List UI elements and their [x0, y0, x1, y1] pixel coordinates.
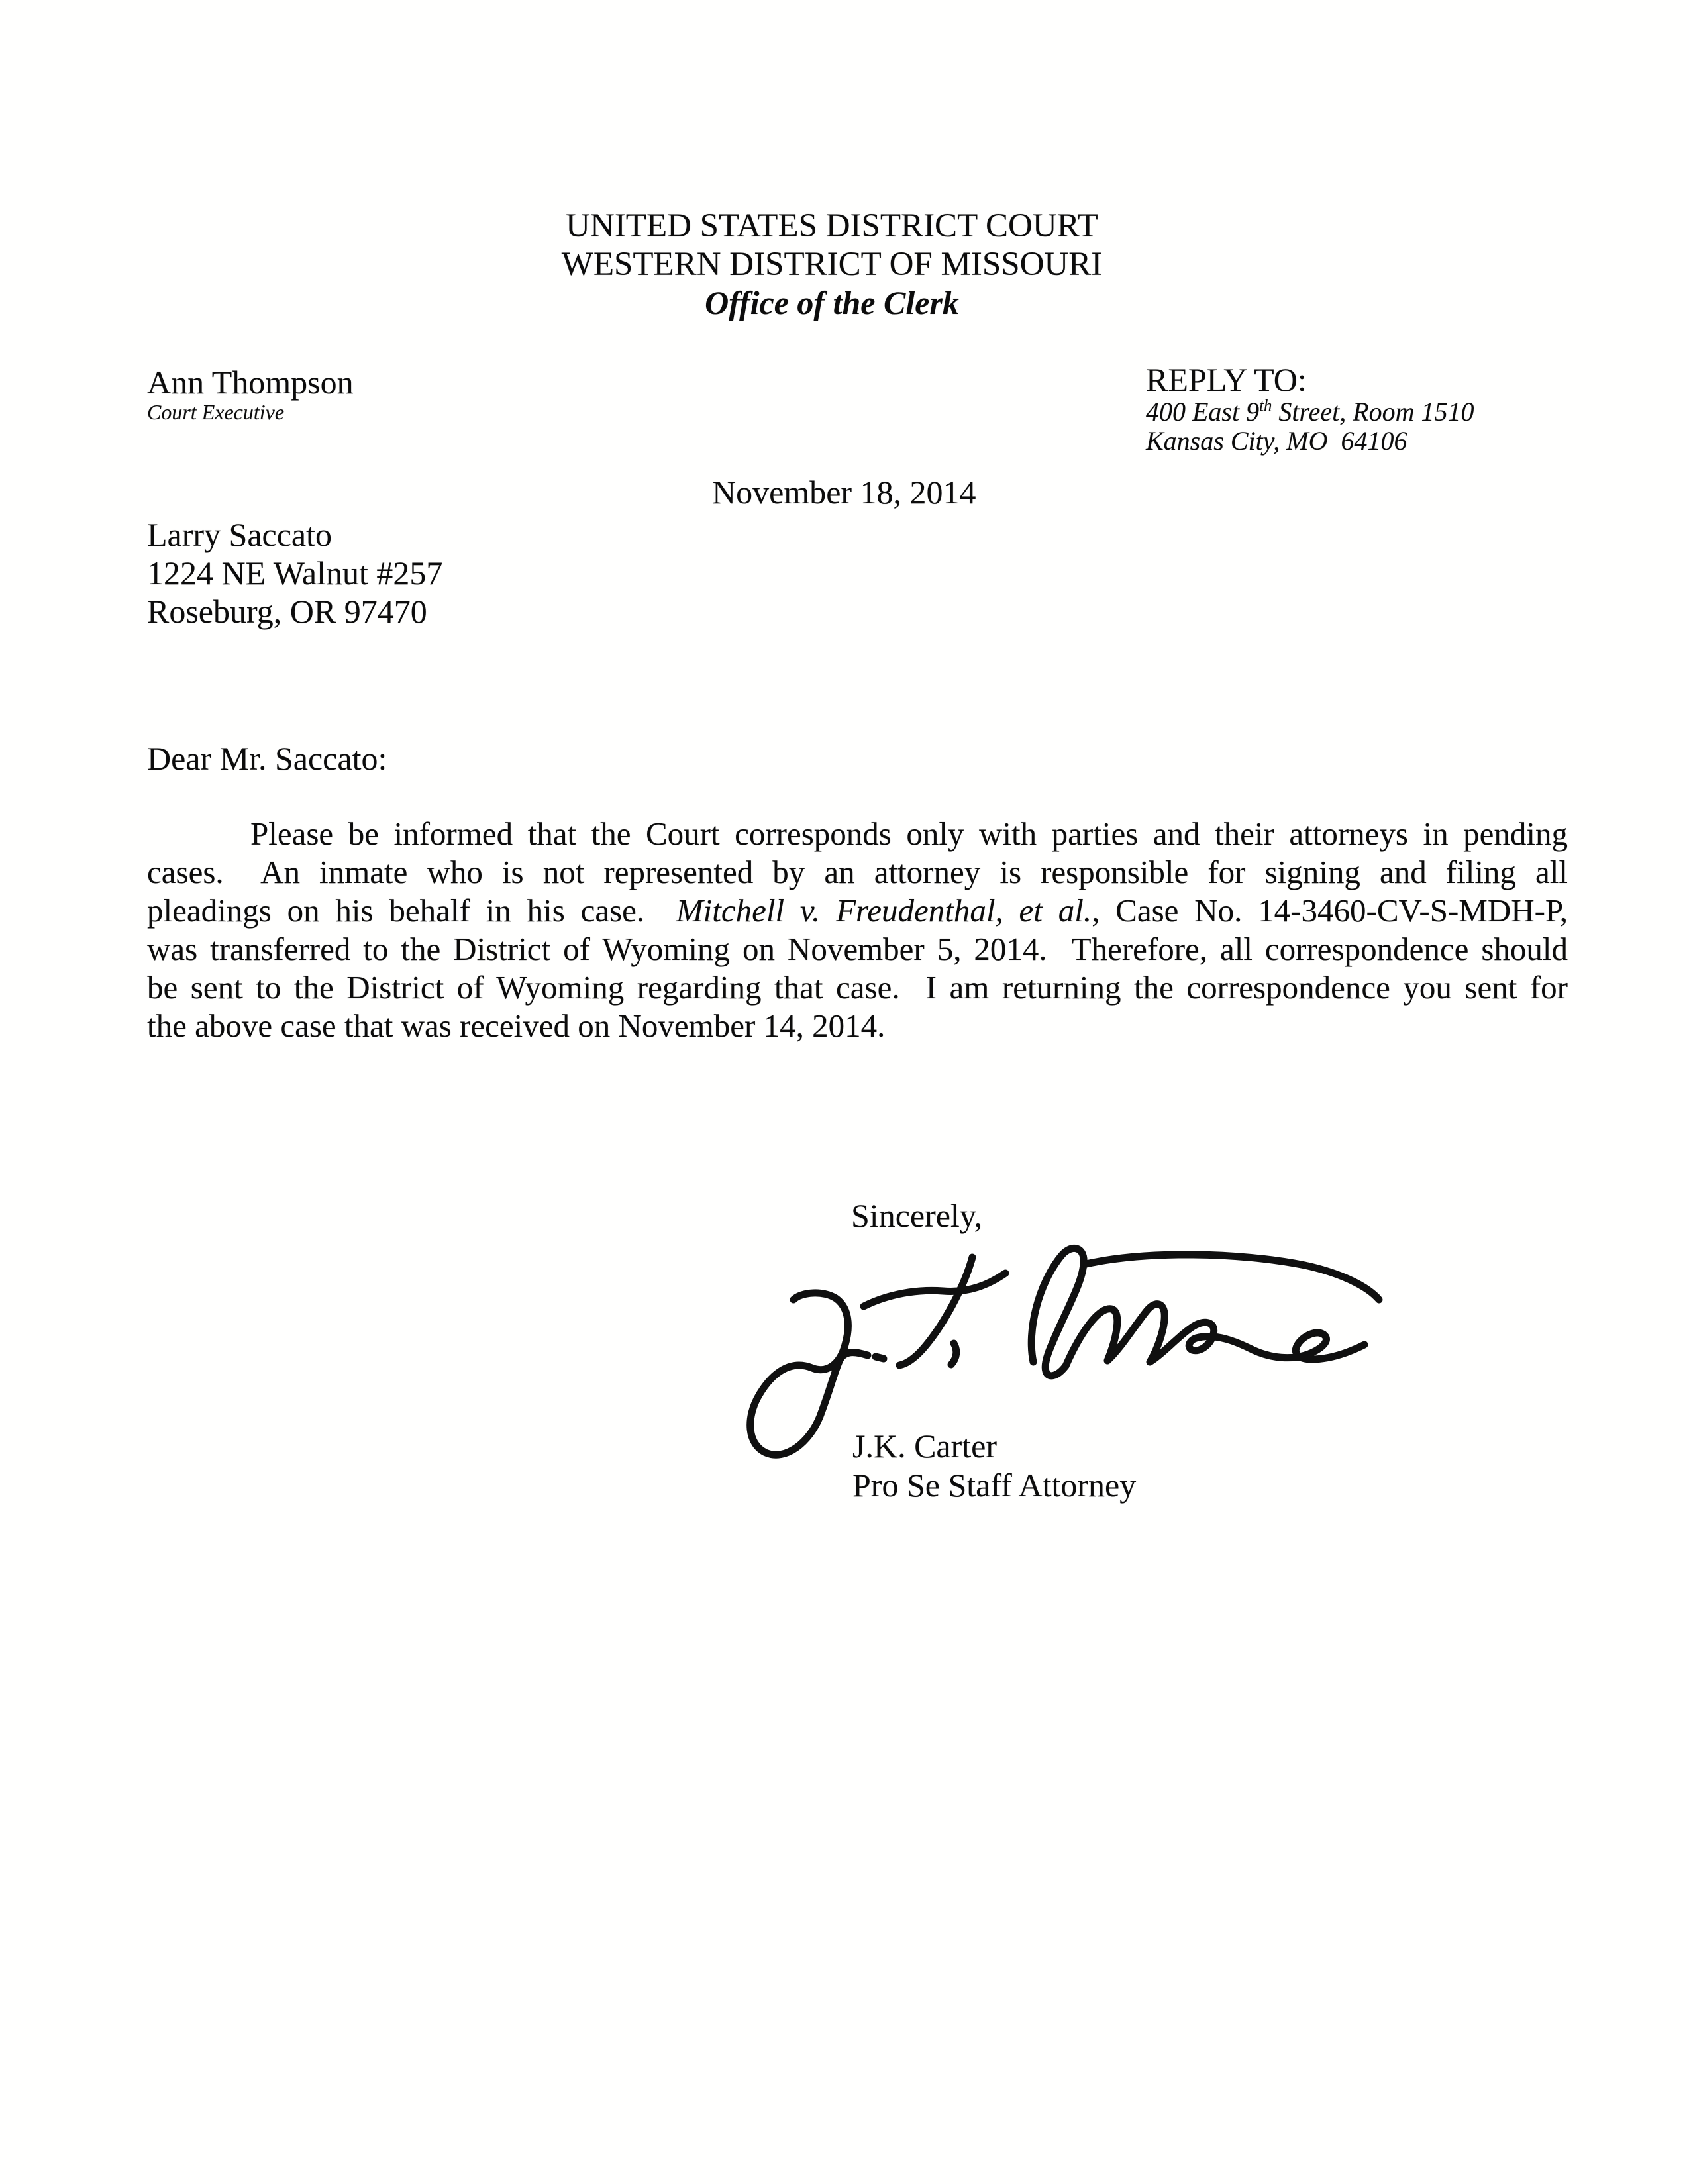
body-paragraph [147, 815, 1568, 1045]
signer-name: J.K. Carter [852, 1428, 997, 1465]
signer-title: Pro Se Staff Attorney [852, 1467, 1137, 1504]
valediction: Sincerely, [851, 1197, 983, 1234]
letter-date: November 18, 2014 [712, 474, 976, 511]
recipient-address [147, 515, 442, 631]
body-line-6: the above case that was received on November 14, 2014. [147, 1008, 886, 1044]
body-line-5: be sent to the District of Wyoming regarding that case. I am returning the correspondence you sent for [147, 969, 1568, 1006]
reply-to-label: REPLY TO: [1146, 361, 1307, 398]
recipient-city: Roseburg, OR 97470 [147, 593, 427, 630]
sender-name: Ann Thompson [147, 364, 354, 401]
body-line-4: was transferred to the District of Wyoming on November 5, 2014. Therefore, all correspondence should [147, 931, 1568, 967]
court-name-line1: UNITED STATES DISTRICT COURT [566, 207, 1098, 244]
court-name-line2: WESTERN DISTRICT OF MISSOURI [561, 246, 1103, 283]
recipient-name: Larry Saccato [147, 516, 333, 553]
reply-to-address-line2: Kansas City, MO 64106 [1146, 426, 1408, 456]
signature-block [852, 1427, 1136, 1505]
body-line-3: pleadings on his behalf in his case. Mitchell v. Freudenthal, et al., Case No. 14-3460-CV-S-MDH-P, [147, 892, 1568, 929]
sender-title: Court Executive [147, 400, 285, 424]
body-line-1: Please be informed that the Court corresponds only with parties and their attorneys in pending [250, 815, 1568, 852]
recipient-street: 1224 NE Walnut #257 [147, 554, 443, 592]
office-of-the-clerk: Office of the Clerk [705, 284, 959, 321]
letterhead [136, 207, 1527, 322]
reply-to-address-line1: 400 East 9th Street, Room 1510 [1146, 397, 1474, 427]
salutation: Dear Mr. Saccato: [147, 740, 387, 777]
body-line-2: cases. An inmate who is not represented by an attorney is responsible for signing and filing all [147, 854, 1568, 890]
